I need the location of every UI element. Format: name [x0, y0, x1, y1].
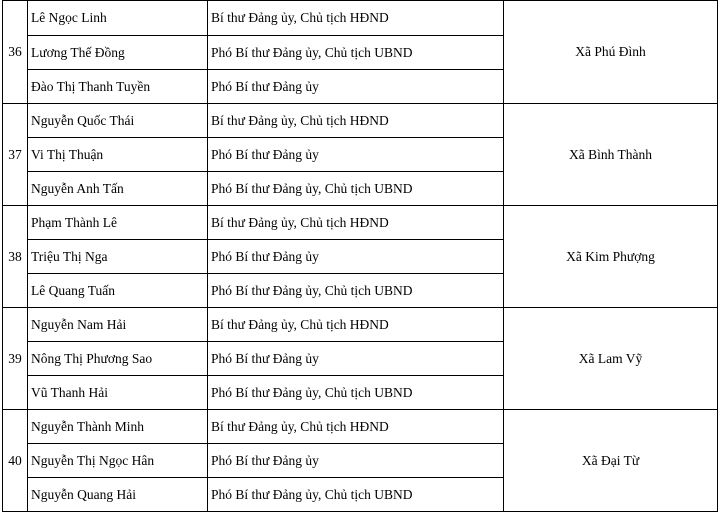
title-cell: Phó Bí thư Đảng ủy — [208, 342, 504, 376]
name-cell: Nguyễn Nam Hải — [28, 308, 208, 342]
table-row — [3, 104, 718, 138]
name-cell: Đào Thị Thanh Tuyền — [28, 70, 208, 104]
name-cell: Nguyễn Quốc Thái — [28, 104, 208, 138]
title-cell: Phó Bí thư Đảng ủy, Chủ tịch UBND — [208, 274, 504, 308]
stt-cell: 38 — [3, 206, 28, 308]
title-cell: Phó Bí thư Đảng ủy — [208, 70, 504, 104]
commune-cell: Xã Lam Vỹ — [504, 308, 718, 410]
title-cell: Phó Bí thư Đảng ủy, Chủ tịch UBND — [208, 376, 504, 410]
title-cell: Phó Bí thư Đảng ủy — [208, 138, 504, 172]
table-row — [3, 410, 718, 444]
title-cell: Phó Bí thư Đảng ủy, Chủ tịch UBND — [208, 172, 504, 206]
title-cell: Bí thư Đảng ủy, Chủ tịch HĐND — [208, 104, 504, 138]
name-cell: Nông Thị Phương Sao — [28, 342, 208, 376]
name-cell: Nguyễn Quang Hải — [28, 478, 208, 512]
title-cell: Bí thư Đảng ủy, Chủ tịch HĐND — [208, 1, 504, 36]
table-row — [3, 206, 718, 240]
stt-cell: 39 — [3, 308, 28, 410]
title-cell: Bí thư Đảng ủy, Chủ tịch HĐND — [208, 410, 504, 444]
stt-cell: 37 — [3, 104, 28, 206]
commune-cell: Xã Đại Từ — [504, 410, 718, 512]
name-cell: Vũ Thanh Hải — [28, 376, 208, 410]
title-cell: Bí thư Đảng ủy, Chủ tịch HĐND — [208, 206, 504, 240]
table-row — [3, 1, 718, 36]
title-cell: Phó Bí thư Đảng ủy — [208, 444, 504, 478]
table-row — [3, 308, 718, 342]
commune-cell: Xã Bình Thành — [504, 104, 718, 206]
name-cell: Lê Ngọc Linh — [28, 1, 208, 36]
name-cell: Nguyễn Anh Tấn — [28, 172, 208, 206]
name-cell: Lê Quang Tuấn — [28, 274, 208, 308]
officials-table — [2, 0, 718, 512]
title-cell: Phó Bí thư Đảng ủy — [208, 240, 504, 274]
title-cell: Phó Bí thư Đảng ủy, Chủ tịch UBND — [208, 478, 504, 512]
commune-cell: Xã Kim Phượng — [504, 206, 718, 308]
title-cell: Phó Bí thư Đảng ủy, Chủ tịch UBND — [208, 36, 504, 70]
name-cell: Nguyễn Thị Ngọc Hân — [28, 444, 208, 478]
stt-cell: 40 — [3, 410, 28, 512]
name-cell: Nguyễn Thành Minh — [28, 410, 208, 444]
name-cell: Vi Thị Thuận — [28, 138, 208, 172]
title-cell: Bí thư Đảng ủy, Chủ tịch HĐND — [208, 308, 504, 342]
officials-table-body — [3, 1, 718, 512]
name-cell: Phạm Thành Lê — [28, 206, 208, 240]
name-cell: Triệu Thị Nga — [28, 240, 208, 274]
stt-cell: 36 — [3, 1, 28, 104]
name-cell: Lương Thế Đồng — [28, 36, 208, 70]
commune-cell: Xã Phú Đình — [504, 1, 718, 104]
